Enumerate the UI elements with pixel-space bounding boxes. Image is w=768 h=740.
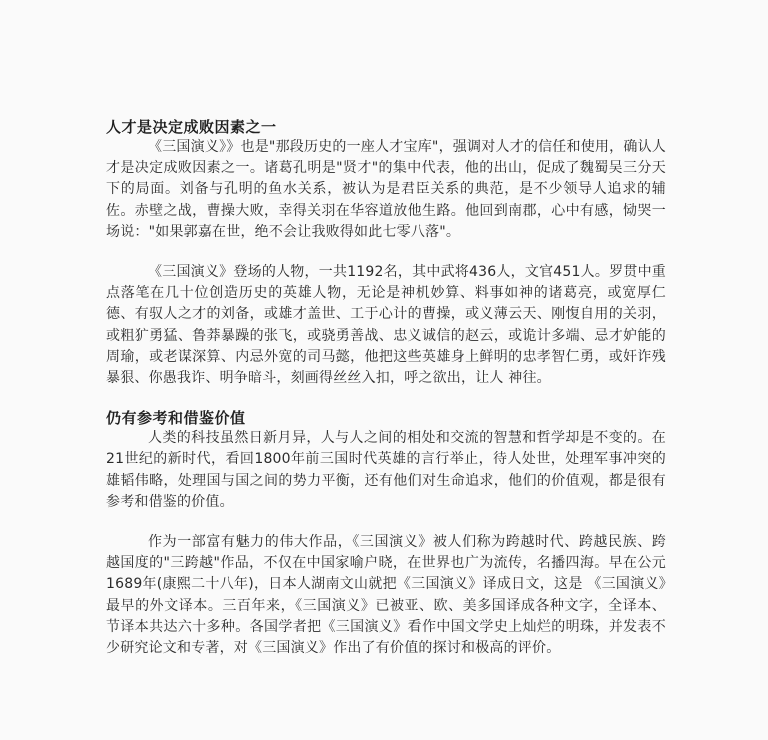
paragraph-timeless-wisdom: 人类的科技虽然日新月异，人与人之间的相处和交流的智慧和哲学却是不变的。在21世纪的新时代，看回1800年前三国时代英雄的言行举止，待人处世，处理军事冲突的雄韬伟略，处理国与国之间的势力平衡，还有他们对生命追求，他们的价值观，都是很有参考和借鉴的价值。 bbox=[106, 430, 666, 510]
paragraph-characters: 《三国演义》登场的人物，一共1192名，其中武将436人，文官451人。罗贯中重点落笔在几十位创造历史的英雄人物，无论是神机妙算、料事如神的诸葛亮，或宽厚仁德、有驭人之才的刘备，或雄才盖世、工于心计的曹操，或义薄云天、刚愎自用的关羽，或粗犷勇猛、鲁莽暴躁的张飞，或骁勇善战、忠义诚信的赵云，或诡计多端、忌才妒能的周瑜，或老谋深算、内忌外宽的司马懿，他把这些英雄身上鲜明的忠孝智仁勇，或奸诈残暴狠、你愚我诈、明争暗斗，刻画得丝丝入扣，呼之欲出，让人 神往。 bbox=[106, 264, 666, 387]
paragraph-world-influence: 作为一部富有魅力的伟大作品，《三国演义》被人们称为跨越时代、跨越民族、跨越国度的"三跨越"作品，不仅在中国家喻户晓，在世界也广为流传，名播四海。早在公元1689年(康熙二十八年)，日本人湖南文山就把《三国演义》译成日文，这是 《三国演义》最早的外文译本。三百年来，《三国演义》已被亚、欧、美多国译成各种文字，全译本、节译本共达六十多种。各国学者把《三国演义》看作中国文学史上灿烂的明珠，并发表不少研究论文和专著，对《三国演义》作出了有价值的探讨和极高的评价。 bbox=[106, 534, 666, 657]
article-body bbox=[106, 117, 666, 659]
paragraph-talent-treasury: 《三国演义》》也是"那段历史的一座人才宝库"，强调对人才的信任和使用，确认人才是决定成败因素之一。诸葛孔明是"贤才"的集中代表，他的出山，促成了魏蜀吴三分天下的局面。刘备与孔明的鱼水关系，被认为是君臣关系的典范，是不少领导人追求的辅佐。赤壁之战，曹操大败，幸得关羽在华容道放他生路。他回到南郡，心中有感，恸哭一场说："如果郭嘉在世，绝不会让我败得如此七零八落"。 bbox=[106, 139, 666, 240]
section-heading-talent: 人才是决定成败因素之一 bbox=[106, 118, 277, 136]
section-heading-reference-value: 仍有参考和借鉴价值 bbox=[106, 409, 246, 428]
